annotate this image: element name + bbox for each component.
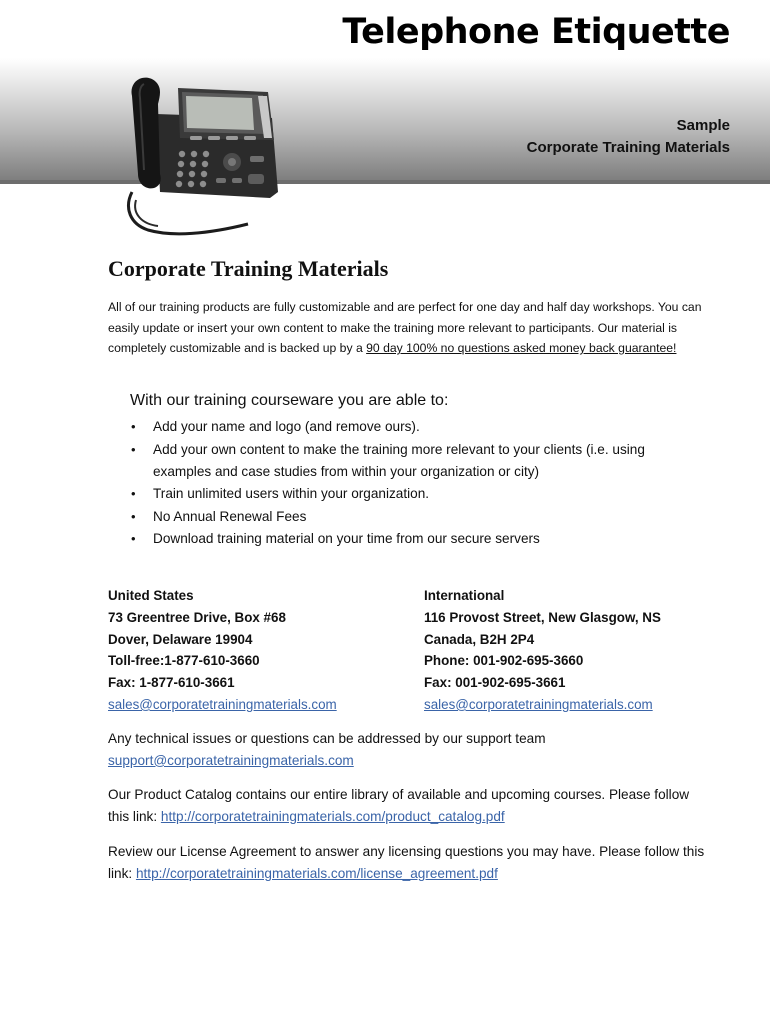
sales-email-link[interactable]: sales@corporatetrainingmaterials.com [108, 696, 337, 712]
address-city: Dover, Delaware 19904 [108, 631, 253, 647]
address-city: Canada, B2H 2P4 [424, 631, 535, 647]
license-link[interactable]: http://corporatetrainingmaterials.com/license_agreement.pdf [135, 865, 498, 881]
address-fax: Fax: 1-877-610-3661 [108, 675, 235, 691]
address-united-states [108, 585, 337, 716]
license-text: Review our License Agreement to answer any licensing questions you may have. Please follow this link: [108, 844, 705, 881]
intro-text: All of our training products are fully customizable and are perfect for one day and half day workshops. You can easily update or insert your own content to make the training more relevant to participants. Our material is completely customizable and is backed up by a [108, 300, 702, 355]
feature-lead: With our training courseware you are able to: [130, 392, 449, 409]
desk-phone-icon [120, 74, 280, 242]
header-subtitle-company: Corporate Training Materials [526, 139, 730, 156]
address-phone: Toll-free:1-877-610-3660 [108, 653, 260, 669]
list-item: • Train unlimited users within your organization. [130, 483, 690, 505]
license-paragraph [108, 841, 708, 885]
sales-email-link[interactable]: sales@corporatetrainingmaterials.com [424, 696, 653, 712]
guarantee-text: 90 day 100% no questions asked money back guarantee! [366, 341, 677, 355]
list-item: • Add your own content to make the training more relevant to your clients (i.e. using examples and case studies from within your organization or city) [130, 439, 690, 483]
catalog-text: Our Product Catalog contains our entire library of available and upcoming courses. Please follow this link: [108, 787, 690, 824]
list-item: • Add your name and logo (and remove ours). [130, 416, 690, 438]
address-phone: Phone: 001-902-695-3660 [424, 653, 584, 669]
list-item: • No Annual Renewal Fees [130, 506, 690, 528]
list-item: • Download training material on your time from our secure servers [130, 528, 690, 550]
support-email-link[interactable]: support@corporatetrainingmaterials.com [108, 752, 354, 768]
support-text: Any technical issues or questions can be addressed by our support team [108, 731, 546, 746]
catalog-link[interactable]: http://corporatetrainingmaterials.com/product_catalog.pdf [160, 808, 505, 824]
section-heading: Corporate Training Materials [108, 256, 389, 281]
header-subtitle-sample: Sample [676, 117, 730, 134]
feature-list [130, 416, 690, 551]
support-paragraph [108, 728, 708, 772]
address-heading: United States [108, 588, 194, 603]
document-title: Telephone Etiquette [342, 12, 730, 52]
address-street: 116 Provost Street, New Glasgow, NS [424, 609, 661, 625]
catalog-paragraph [108, 784, 708, 828]
address-fax: Fax: 001-902-695-3661 [424, 675, 566, 691]
address-street: 73 Greentree Drive, Box #68 [108, 609, 286, 625]
intro-paragraph [108, 297, 708, 359]
address-international [424, 585, 661, 716]
address-heading: International [424, 588, 505, 603]
